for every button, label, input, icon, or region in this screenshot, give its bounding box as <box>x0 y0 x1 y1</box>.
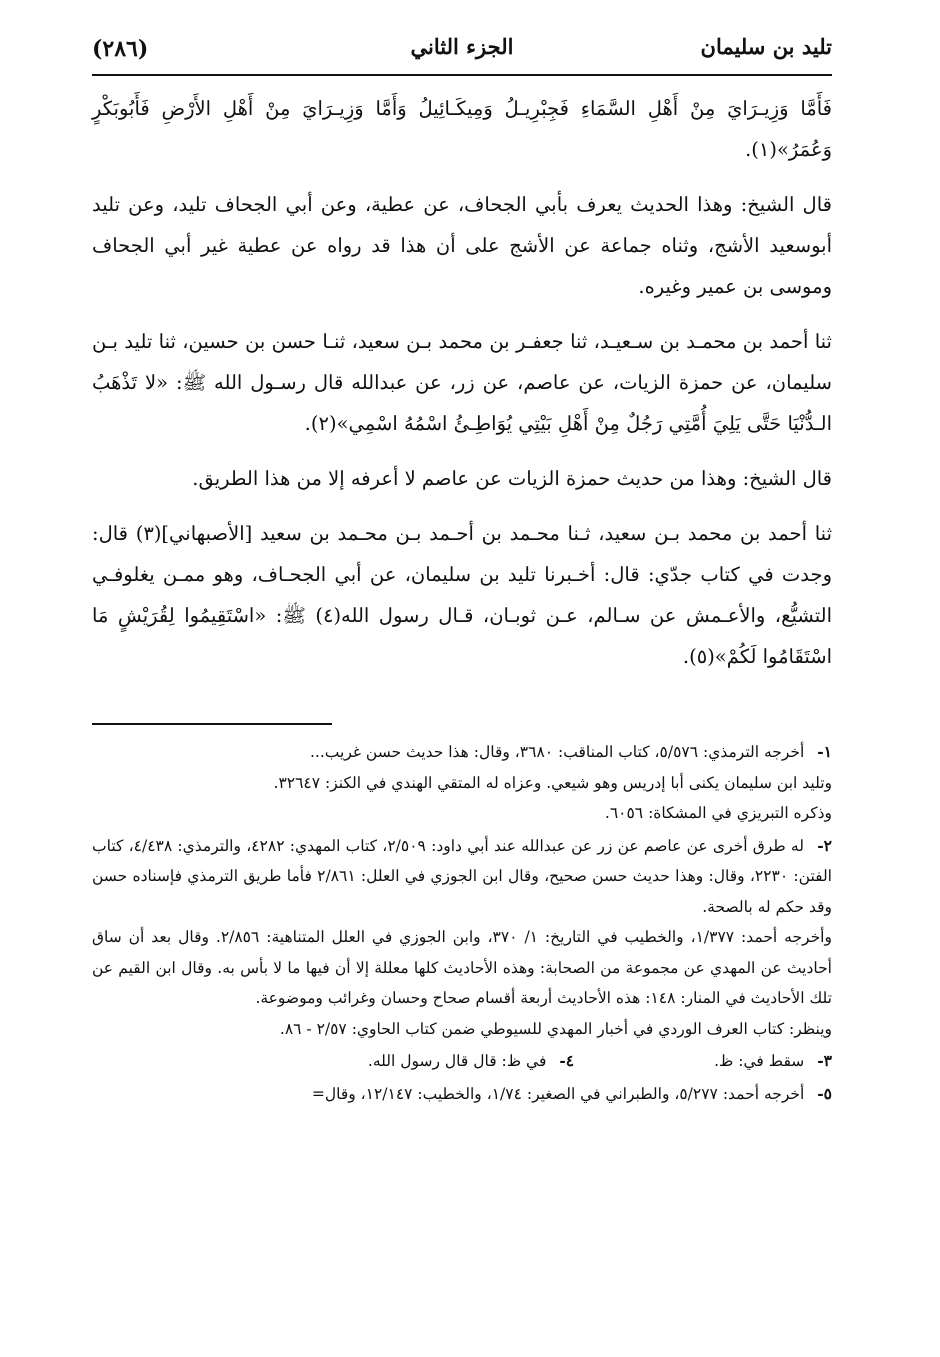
footnote-number: ٥- <box>817 1083 832 1103</box>
volume-title: الجزء الثاني <box>410 34 514 59</box>
footnote-text: وذكره التبريزي في المشكاة: ٦٠٥٦. <box>604 804 832 822</box>
footnote-2 <box>92 831 832 1045</box>
footnote-text: له طرق أخرى عن عاصم عن زر عن عبدالله عند أبي داود: ٢/٥٠٩، كتاب المهدي: ٤٢٨٢، والترمذي: ٤/٤٣٨، كتاب الفتن: ٢٢٣٠، وقال: وهذا حديث حسن صحيح، وقال ابن الجوزي في العلل: ٢/٨٦١ فأما طريق الترمذي فإسناده حسن وقد حكم له بالصحة. <box>92 836 832 916</box>
footnote-4 <box>368 1046 574 1077</box>
paragraph: ثنا أحمد بن محمـد بن سـعيـد، ثنا جعفـر بن محمد بـن سعيد، ثنـا حسن بن حسين، ثنا تليد بـن سليمان، عن حمزة الزيات، عن عاصم، عن زر، عن عبدالله قال رسـول الله ﷺ: «لا تَذْهَبُ الـدُّنْيَا حَتَّى يَلِيَ أُمَّتِي رَجُلٌ مِنْ أَهْلِ بَيْتِي يُوَاطِـئُ اسْمُهُ اسْمِي»(٢). <box>92 330 832 435</box>
footnote-text: وينظر: كتاب العرف الوردي في أخبار المهدي للسيوطي ضمن كتاب الحاوي: ٢/٥٧ - ٨٦. <box>279 1019 832 1038</box>
paragraph: ثنا أحمد بن محمد بـن سعيد، ثـنا محـمد بن أحـمد بـن محـمد بن سعيد [الأصبهاني](٣) قال: وجدت في كتاب جدّي: قال: أخـبرنا تليد بن سليمان، عن أبي الجحـاف، وهو ممـن يغلوفـي التشيُّع، والأعـمش عن سـالم، عـن ثوبـان، قـال رسول الله(٤) ﷺ: «اسْتَقِيمُوا لِقُرَيْشٍ مَا اسْتَقَامُوا لَكُمْ»(٥). <box>92 522 832 668</box>
paragraph: قال الشيخ: وهذا من حديث حمزة الزيات عن عاصم لا أعرفه إلا من هذا الطريق. <box>192 467 832 490</box>
footnote-text: في ظ: قال قال رسول الله. <box>367 1052 547 1070</box>
page-header <box>92 30 832 76</box>
footnote-text: سقط في: ظ. <box>714 1052 805 1070</box>
footnote-row <box>92 1046 832 1077</box>
footnote-text: أخرجه أحمد: ٥/٢٧٧، والطبراني في الصغير: ١/٧٤، والخطيب: ١٢/١٤٧، وقال= <box>311 1084 805 1103</box>
footnote-number: ٢- <box>817 835 832 855</box>
footnotes <box>92 737 832 1111</box>
footnote-text: أخرجه الترمذي: ٥/٥٧٦، كتاب المناقب: ٣٦٨٠، وقال: هذا حديث حسن غريب... <box>310 743 805 761</box>
footnote-3 <box>714 1046 832 1077</box>
footnote-number: ٣- <box>817 1051 832 1070</box>
paragraph: قال الشيخ: وهذا الحديث يعرف بأبي الجحاف، عن عطية، وعن أبي الجحاف تليد، وعن تليد أبوسعيد الأشج، وثناه جماعة عن الأشج على أن هذا قد رواه عن عطية غير أبي الجحاف وموسى بن عمير وغيره. <box>92 193 832 298</box>
footnote-1 <box>92 737 832 829</box>
running-title: تليد بن سليمان <box>700 34 832 59</box>
footnote-text: وتليد ابن سليمان يكنى أبا إدريس وهو شيعي. وعزاه له المتقي الهندي في الكنز: ٣٢٦٤٧. <box>273 773 832 792</box>
page-number: (٢٨٦) <box>92 36 149 62</box>
footnote-separator <box>92 723 332 725</box>
footnote-number: ٤- <box>559 1051 575 1070</box>
paragraph: فَأَمَّا وَزِيـرَايَ مِنْ أَهْلِ السَّمَاءِ فَجِبْرِيـلُ وَمِيكَـائِيلُ وَأَمَّا وَزِيـرَايَ مِنْ أَهْلِ الأَرْضِ فَأَبُوبَكْرٍ وَعُمَرُ»(١). <box>92 97 832 161</box>
footnote-text: وأخرجه أحمد: ١/٣٧٧، والخطيب في التاريخ: ١/ ٣٧٠، وابن الجوزي في العلل المتناهية: ٢/٨٥٦. وقال بعد أن ساق أحاديث عن المهدي عن مجموعة من الصحابة: وهذه الأحاديث كلها معللة إلا أن فيها ما لا بأس به. وقال ابن القيم عن تلك الأحاديث في المنار: ١٤٨: هذه الأحاديث أربعة أقسام صحاح وحسان وغرائب وموضوعة. <box>92 928 832 1007</box>
footnote-5 <box>92 1079 832 1110</box>
footnote-number: ١- <box>817 742 832 761</box>
main-text <box>92 88 832 691</box>
